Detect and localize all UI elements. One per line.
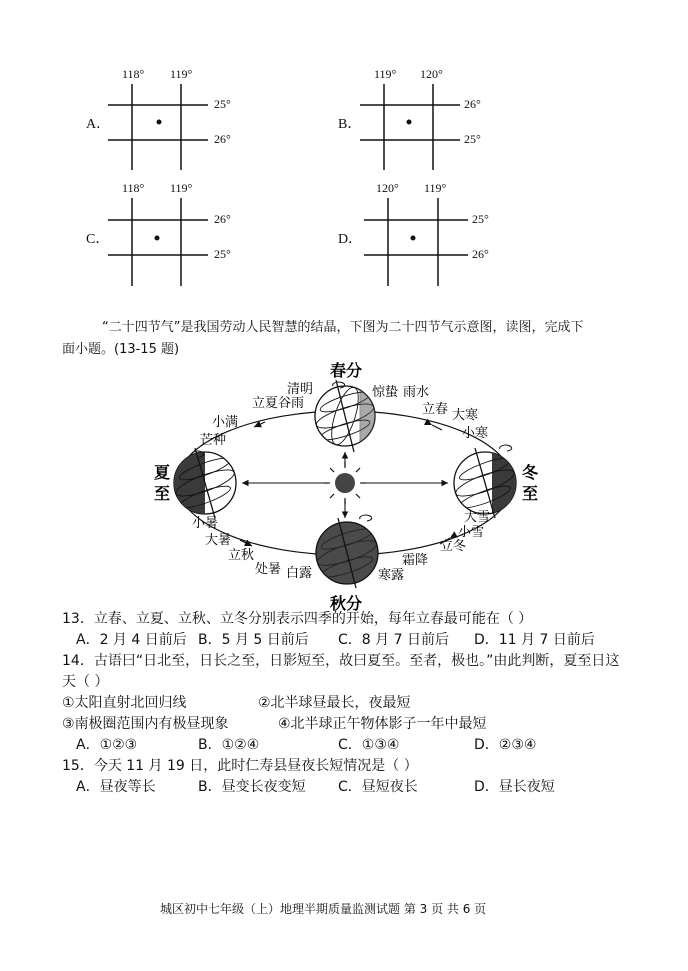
option-letter: D．	[338, 232, 363, 247]
q13-option-b: B．5 月 5 日前后	[198, 632, 309, 648]
question-14-stem-1: 14．古语曰“日北至，日长之至，日影短至，故曰夏至。至者，极也。”由此判断，夏至日这	[62, 653, 620, 669]
latitude-label: 26°	[214, 132, 231, 146]
latitude-label: 25°	[214, 247, 231, 261]
q13-option-d: D．11 月 7 日前后	[474, 632, 595, 648]
label-winter-solstice-1: 冬	[522, 463, 539, 482]
longitude-label: 119°	[424, 181, 447, 195]
label-hanlu: 寒露	[378, 568, 405, 583]
label-yushui: 雨水	[403, 385, 430, 400]
rotation-arrow-icon	[360, 515, 372, 521]
label-lidong: 立冬	[440, 539, 467, 554]
longitude-label: 118°	[122, 67, 145, 81]
orbit-direction-arrow	[432, 425, 442, 430]
label-autumn-equinox: 秋分	[330, 594, 363, 613]
latitude-label: 26°	[472, 247, 489, 261]
q15-option-d: D．昼长夜短	[474, 779, 555, 795]
label-guyu: 谷雨	[278, 396, 305, 411]
winter-solstice-globe	[453, 445, 522, 518]
q15-option-c: C．昼短夜长	[338, 779, 418, 795]
spring-equinox-globe	[314, 380, 380, 452]
q14-option-c: C．①③④	[338, 737, 400, 753]
q14-option-a: A．①②③	[76, 737, 138, 753]
label-dahan: 大寒	[452, 408, 479, 423]
label-lichun: 立春	[422, 402, 449, 417]
longitude-label: 120°	[376, 181, 399, 195]
option-letter: A．	[86, 117, 111, 132]
solar-terms-diagram	[150, 356, 550, 616]
label-xiaoman: 小满	[212, 415, 239, 430]
latitude-label: 26°	[464, 97, 481, 111]
label-summer-solstice-1: 夏	[154, 463, 171, 482]
q13-option-a: A．2 月 4 日前后	[76, 632, 187, 648]
longitude-label: 119°	[170, 67, 193, 81]
q14-item-4: ④北半球正午物体影子一年中最短	[278, 716, 487, 732]
q14-option-b: B．①②④	[198, 737, 260, 753]
label-lixia: 立夏	[252, 396, 279, 411]
location-dot	[411, 236, 416, 241]
label-summer-solstice-2: 至	[154, 484, 171, 503]
q14-item-2: ②北半球昼最长，夜最短	[258, 695, 411, 711]
grid-lines	[108, 198, 208, 286]
option-letter: C．	[86, 232, 110, 247]
label-xiaohan: 小寒	[462, 426, 489, 441]
latitude-label: 25°	[214, 97, 231, 111]
intro-line-2: 面小题。(13-15 题)	[62, 342, 180, 357]
location-dot	[157, 120, 162, 125]
grid-lines	[364, 198, 468, 286]
label-bailu: 白露	[286, 566, 313, 581]
q15-option-a: A．昼夜等长	[76, 779, 156, 795]
option-letter: B．	[338, 117, 362, 132]
sun-icon	[324, 462, 366, 504]
label-jingzhe: 惊蛰	[372, 385, 399, 400]
label-chushu: 处暑	[255, 562, 282, 577]
orbit-direction-arrow	[254, 422, 265, 427]
label-daxue: 大雪	[464, 510, 491, 525]
latitude-label: 25°	[472, 212, 489, 226]
label-spring-equinox: 春分	[330, 361, 363, 380]
page-footer: 城区初中七年级（上）地理半期质量监测试题 第 3 页 共 6 页	[160, 902, 487, 916]
grid-lines	[108, 84, 208, 170]
longitude-label: 119°	[170, 181, 193, 195]
q14-item-3: ③南极圈范围内有极昼现象	[62, 716, 229, 732]
label-winter-solstice-2: 至	[522, 484, 539, 503]
location-dot	[407, 120, 412, 125]
label-mangzhong: 芒种	[200, 433, 227, 448]
label-shuangjiang: 霜降	[402, 553, 429, 568]
label-dashu: 大暑	[205, 533, 232, 548]
label-qingming: 清明	[287, 382, 314, 397]
q15-option-b: B．昼变长夜变短	[198, 779, 306, 795]
longitude-label: 120°	[420, 67, 443, 81]
grid-lines	[360, 84, 460, 170]
label-xiaoshu: 小暑	[192, 516, 219, 531]
label-liqiu: 立秋	[228, 548, 255, 563]
q14-option-d: D．②③④	[474, 737, 537, 753]
intro-line-1: “二十四节气”是我国劳动人民智慧的结晶，下图为二十四节气示意图，读图，完成下	[102, 320, 584, 335]
summer-solstice-globe	[173, 448, 237, 518]
latitude-label: 26°	[214, 212, 231, 226]
autumn-equinox-globe	[315, 515, 379, 588]
question-15-stem: 15．今天 11 月 19 日，此时仁寿县昼夜长短情况是（ ）	[62, 758, 418, 774]
latitude-label: 25°	[464, 132, 481, 146]
q13-option-c: C．8 月 7 日前后	[338, 632, 449, 648]
q14-item-1: ①太阳直射北回归线	[62, 695, 187, 711]
rotation-arrow-icon	[500, 445, 512, 451]
question-14-stem-2: 天（ ）	[62, 674, 109, 690]
location-dot	[155, 236, 160, 241]
longitude-label: 119°	[374, 67, 397, 81]
longitude-label: 118°	[122, 181, 145, 195]
label-xiaoxue: 小雪	[458, 525, 485, 540]
question-13-stem: 13．立春、立夏、立秋、立冬分别表示四季的开始，每年立春最可能在（ ）	[62, 611, 533, 627]
